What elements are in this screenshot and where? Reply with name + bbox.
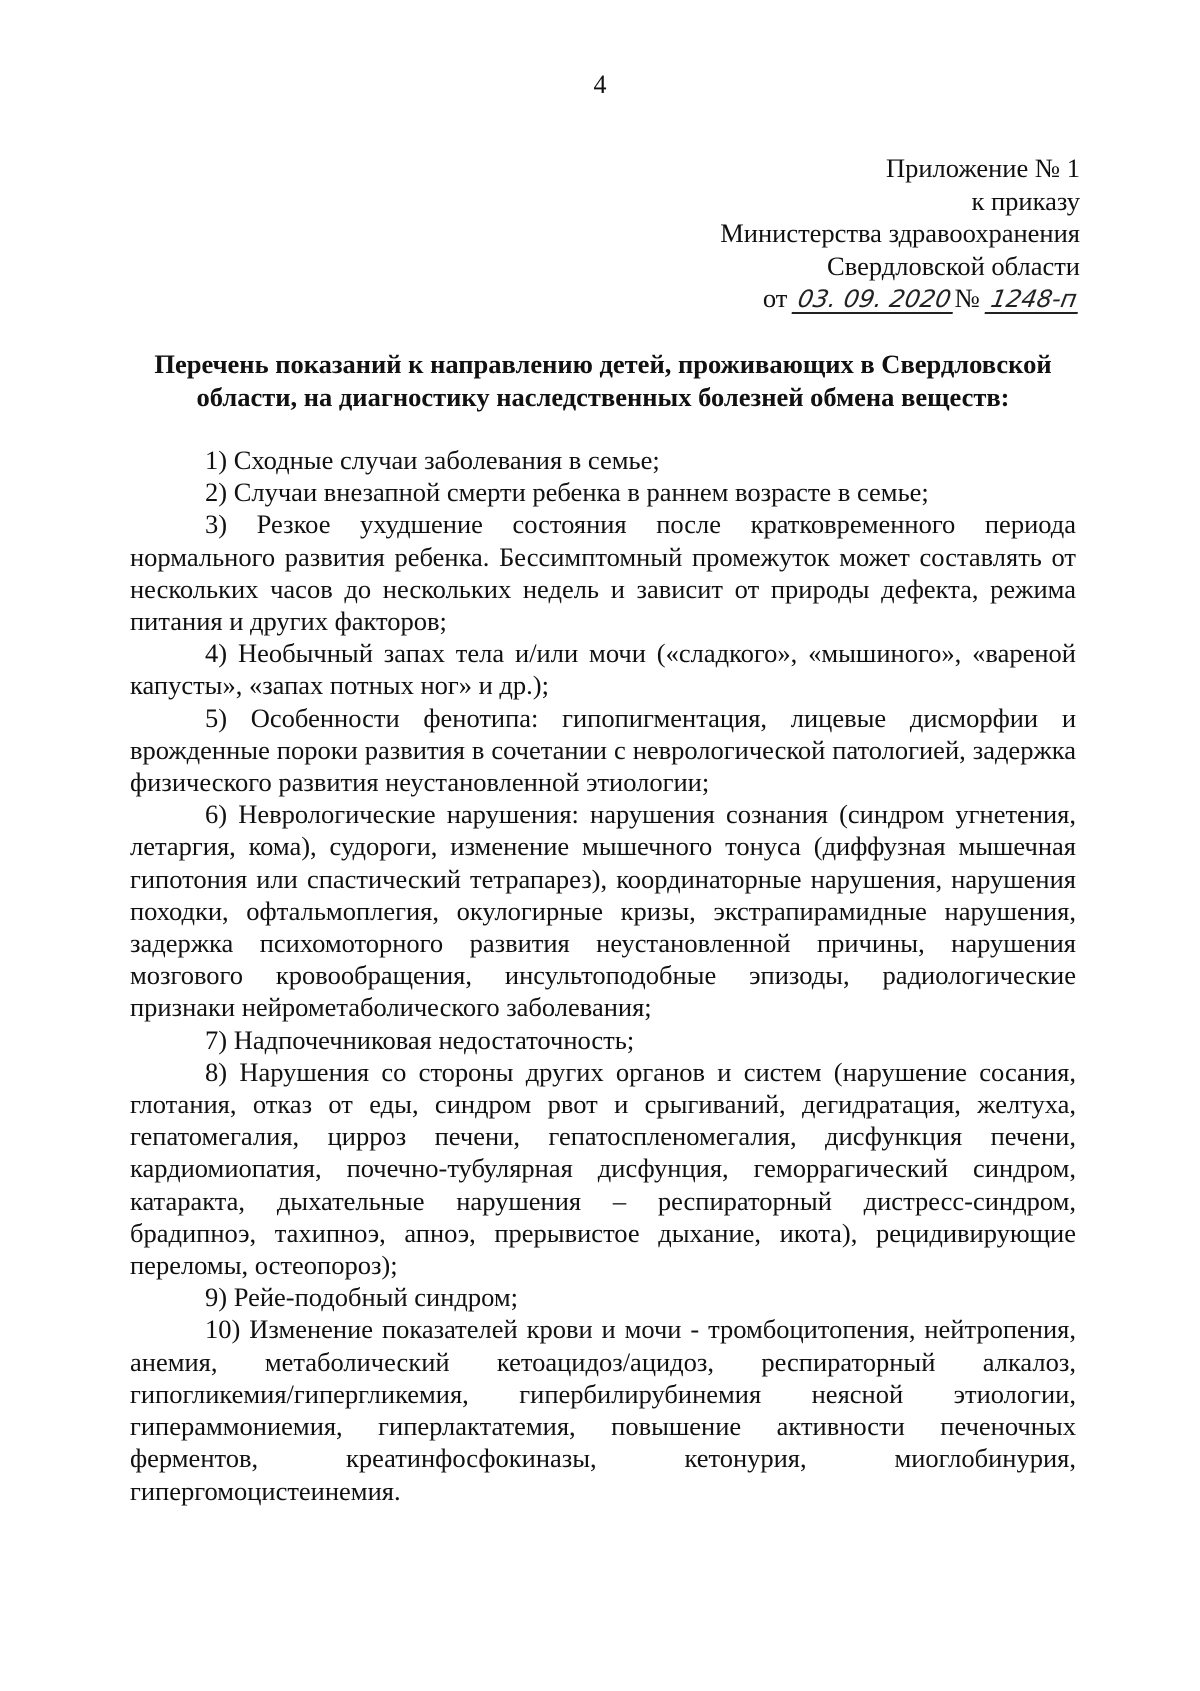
page-number: 4 (593, 70, 607, 99)
list-item: 2) Случаи внезапной смерти ребенка в раннем возрасте в семье; (205, 477, 929, 508)
handwritten-order-number: 1248-п (984, 286, 1082, 314)
list-item: 9) Рейе-подобный синдром; (205, 1282, 519, 1313)
handwritten-date: 03. 09. 2020 (792, 286, 958, 314)
list-item: 6) Неврологические нарушения: нарушения сознания (синдром угнетения, летаргия, кома), судороги, изменение мышечного тонуса (диффузная мышечная гипотония или спастический тетрапарез), координаторные нарушения, нарушения походки, офтальмоплегия, окулогирные кризы, экстрапирамидные нарушения, задержка психомоторного развития неустановленной причины, нарушения мозгового кровообращения, инсультоподобные эпизоды, радиологические признаки нейрометаболического заболевания; (130, 799, 1076, 1023)
document-title: Перечень показаний к направлению детей, проживающих в Свердловской области, на диагностику наследственных болезней обмена веществ: (154, 349, 1052, 412)
list-item: 3) Резкое ухудшение состояния после кратковременного периода нормального развития ребенка. Бессимптомный промежуток может составлять от нескольких часов до нескольких недель и зависит от природы дефекта, режима питания и других факторов; (130, 509, 1076, 637)
list-item: 10) Изменение показателей крови и мочи - тромбоцитопения, нейтропения, анемия, метаболический кетоацидоз/ацидоз, респираторный алкалоз, гипогликемия/гипергликемия, гипербилирубинемия неясной этиологии, гипераммониемия, гиперлактатемия, повышение активности печеночных ферментов, креатинфосфокиназы, кетонурия, миоглобинурия, гипергомоцистеинемия. (130, 1314, 1076, 1506)
date-prefix: от (762, 283, 788, 313)
list-item: 7) Надпочечниковая недостаточность; (205, 1024, 635, 1055)
appendix-region: Свердловской области (827, 250, 1080, 281)
list-item: 1) Сходные случаи заболевания в семье; (205, 445, 660, 475)
indications-list (130, 444, 1076, 1507)
appendix-header (480, 152, 1080, 315)
number-prefix: № (954, 283, 980, 313)
list-item: 5) Особенности фенотипа: гипопигментация, лицевые дисморфии и врожденные пороки развития в сочетании с неврологической патологией, задержка физического развития неустановленной этиологии; (130, 702, 1076, 798)
appendix-order-ref: к приказу (971, 185, 1080, 216)
appendix-ministry: Министерства здравоохранения (720, 218, 1080, 248)
list-item: 8) Нарушения со стороны других органов и систем (нарушение сосания, глотания, отказ от еды, синдром рвот и срыгиваний, дегидратация, желтуха, гепатомегалия, цирроз печени, гепатоспленомегалия, дисфункция печени, кардиомиопатия, почечно-тубулярная дисфунция, геморрагический синдром, катаракта, дыхательные нарушения – респираторный дистресс-синдром, брадипноэ, тахипноэ, апноэ, прерывистое дыхание, икота), рецидивирующие переломы, остеопороз); (130, 1056, 1076, 1281)
appendix-date-number-line (480, 282, 1080, 315)
list-item: 4) Необычный запах тела и/или мочи («сладкого», «мышиного», «вареной капусты», «запах потных ног» и др.); (130, 638, 1076, 701)
appendix-title: Приложение № 1 (885, 153, 1080, 183)
